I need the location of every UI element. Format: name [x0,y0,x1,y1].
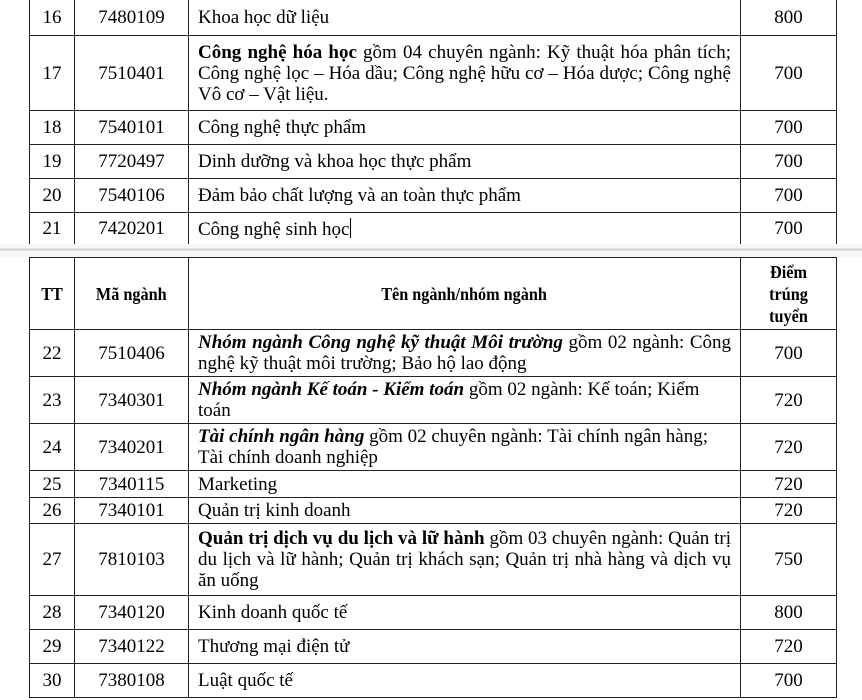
table-row [30,145,837,179]
major-name [189,36,741,111]
row-number: 21 [30,213,75,245]
major-name: Khoa học dữ liệu [189,0,741,36]
major-name: Đảm bảo chất lượng và an toàn thực phẩm [189,179,741,213]
table-row [30,36,837,111]
major-name-detail: gồm 03 chuyên ngành: Quản trị du lịch và lữ hành; Quản trị khách sạn; Quản trị nhà hàng và dịch vụ ăn uống [198,528,732,591]
admission-score: 800 [741,596,837,630]
table-row [30,330,837,377]
major-name-bold: Tài chính ngân hàng [198,426,365,447]
major-code: 7340122 [75,630,189,664]
row-number: 23 [30,377,75,424]
major-name-cell[interactable] [189,213,741,245]
major-code: 7340201 [75,424,189,471]
admission-score: 720 [741,630,837,664]
major-code: 7810103 [75,524,189,596]
row-number: 16 [30,0,75,36]
major-name: Dinh dưỡng và khoa học thực phẩm [189,145,741,179]
table-row [30,664,837,698]
major-name-bold: Công nghệ hóa học [198,41,357,63]
major-name: Công nghệ thực phẩm [189,111,741,145]
row-number: 17 [30,36,75,111]
row-number: 27 [30,524,75,596]
table-row [30,596,837,630]
row-number: 29 [30,630,75,664]
major-name: Công nghệ sinh học [198,218,350,240]
major-code: 7480109 [75,0,189,36]
admission-score: 720 [741,424,837,471]
major-name-detail: gồm 04 chuyên ngành: Kỹ thuật hóa phân tích; Công nghệ lọc – Hóa dầu; Công nghệ hữu cơ – Hóa dược; Công nghệ Vô cơ – Vật liệu. [198,41,731,105]
admission-score: 800 [741,0,837,36]
major-code: 7340120 [75,596,189,630]
major-name-bold: Quản trị dịch vụ du lịch và lữ hành [198,528,485,549]
table-row [30,524,837,596]
admission-score: 700 [741,330,837,377]
table-row [30,0,837,36]
table-header-row [30,258,837,330]
major-name-detail: gồm 02 chuyên ngành: Tài chính ngân hàng; Tài chính doanh nghiệp [198,426,709,468]
major-name: Thương mại điện tử [189,630,741,664]
major-code: 7720497 [75,145,189,179]
admission-score: 700 [741,664,837,698]
major-code: 7340101 [75,498,189,524]
major-name-bold: Nhóm ngành Công nghệ kỹ thuật Môi trường [198,332,563,353]
admission-score: 700 [741,213,837,245]
major-name: Kinh doanh quốc tế [189,596,741,630]
admission-score: 750 [741,524,837,596]
major-code: 7380108 [75,664,189,698]
header-diem-label: Điểm trúng tuyển [769,261,808,326]
table-row [30,424,837,471]
header-ma-nganh [75,258,189,330]
page-separator [0,248,862,251]
row-number: 18 [30,111,75,145]
admission-score: 720 [741,377,837,424]
major-code: 7540101 [75,111,189,145]
header-tt [30,258,75,330]
table-row [30,111,837,145]
admission-score-table-top [29,0,837,245]
major-name-detail: gồm 02 ngành: Công nghệ kỹ thuật môi trường; Bảo hộ lao động [198,332,731,374]
major-code: 7540106 [75,179,189,213]
major-name [189,377,741,424]
header-ma-nganh-label: Mã ngành [96,283,167,304]
table-row [30,179,837,213]
admission-score: 700 [741,179,837,213]
major-name [189,330,741,377]
major-code: 7420201 [75,213,189,245]
admission-score: 700 [741,36,837,111]
major-name: Marketing [189,471,741,498]
major-name-bold: Nhóm ngành Kế toán - Kiểm toán [198,379,465,400]
admission-score: 720 [741,471,837,498]
table-row [30,213,837,245]
major-code: 7340301 [75,377,189,424]
table-row [30,498,837,524]
row-number: 22 [30,330,75,377]
header-tt-label: TT [41,283,63,304]
major-name [189,524,741,596]
table-row [30,471,837,498]
admission-score: 720 [741,498,837,524]
row-number: 30 [30,664,75,698]
major-code: 7340115 [75,471,189,498]
header-ten-nganh-label: Tên ngành/nhóm ngành [381,283,548,304]
admission-score: 700 [741,111,837,145]
row-number: 25 [30,471,75,498]
row-number: 28 [30,596,75,630]
text-cursor [350,218,351,238]
table-row [30,630,837,664]
major-name [189,424,741,471]
major-name: Quản trị kinh doanh [189,498,741,524]
admission-score-table-bottom [29,257,837,698]
row-number: 19 [30,145,75,179]
row-number: 20 [30,179,75,213]
admission-score: 700 [741,145,837,179]
header-diem [741,258,837,330]
major-code: 7510401 [75,36,189,111]
major-name: Luật quốc tế [189,664,741,698]
major-name-detail: gồm 02 ngành: Kế toán; Kiểm toán [198,379,700,421]
major-code: 7510406 [75,330,189,377]
row-number: 26 [30,498,75,524]
row-number: 24 [30,424,75,471]
table-row [30,377,837,424]
header-ten-nganh [189,258,741,330]
